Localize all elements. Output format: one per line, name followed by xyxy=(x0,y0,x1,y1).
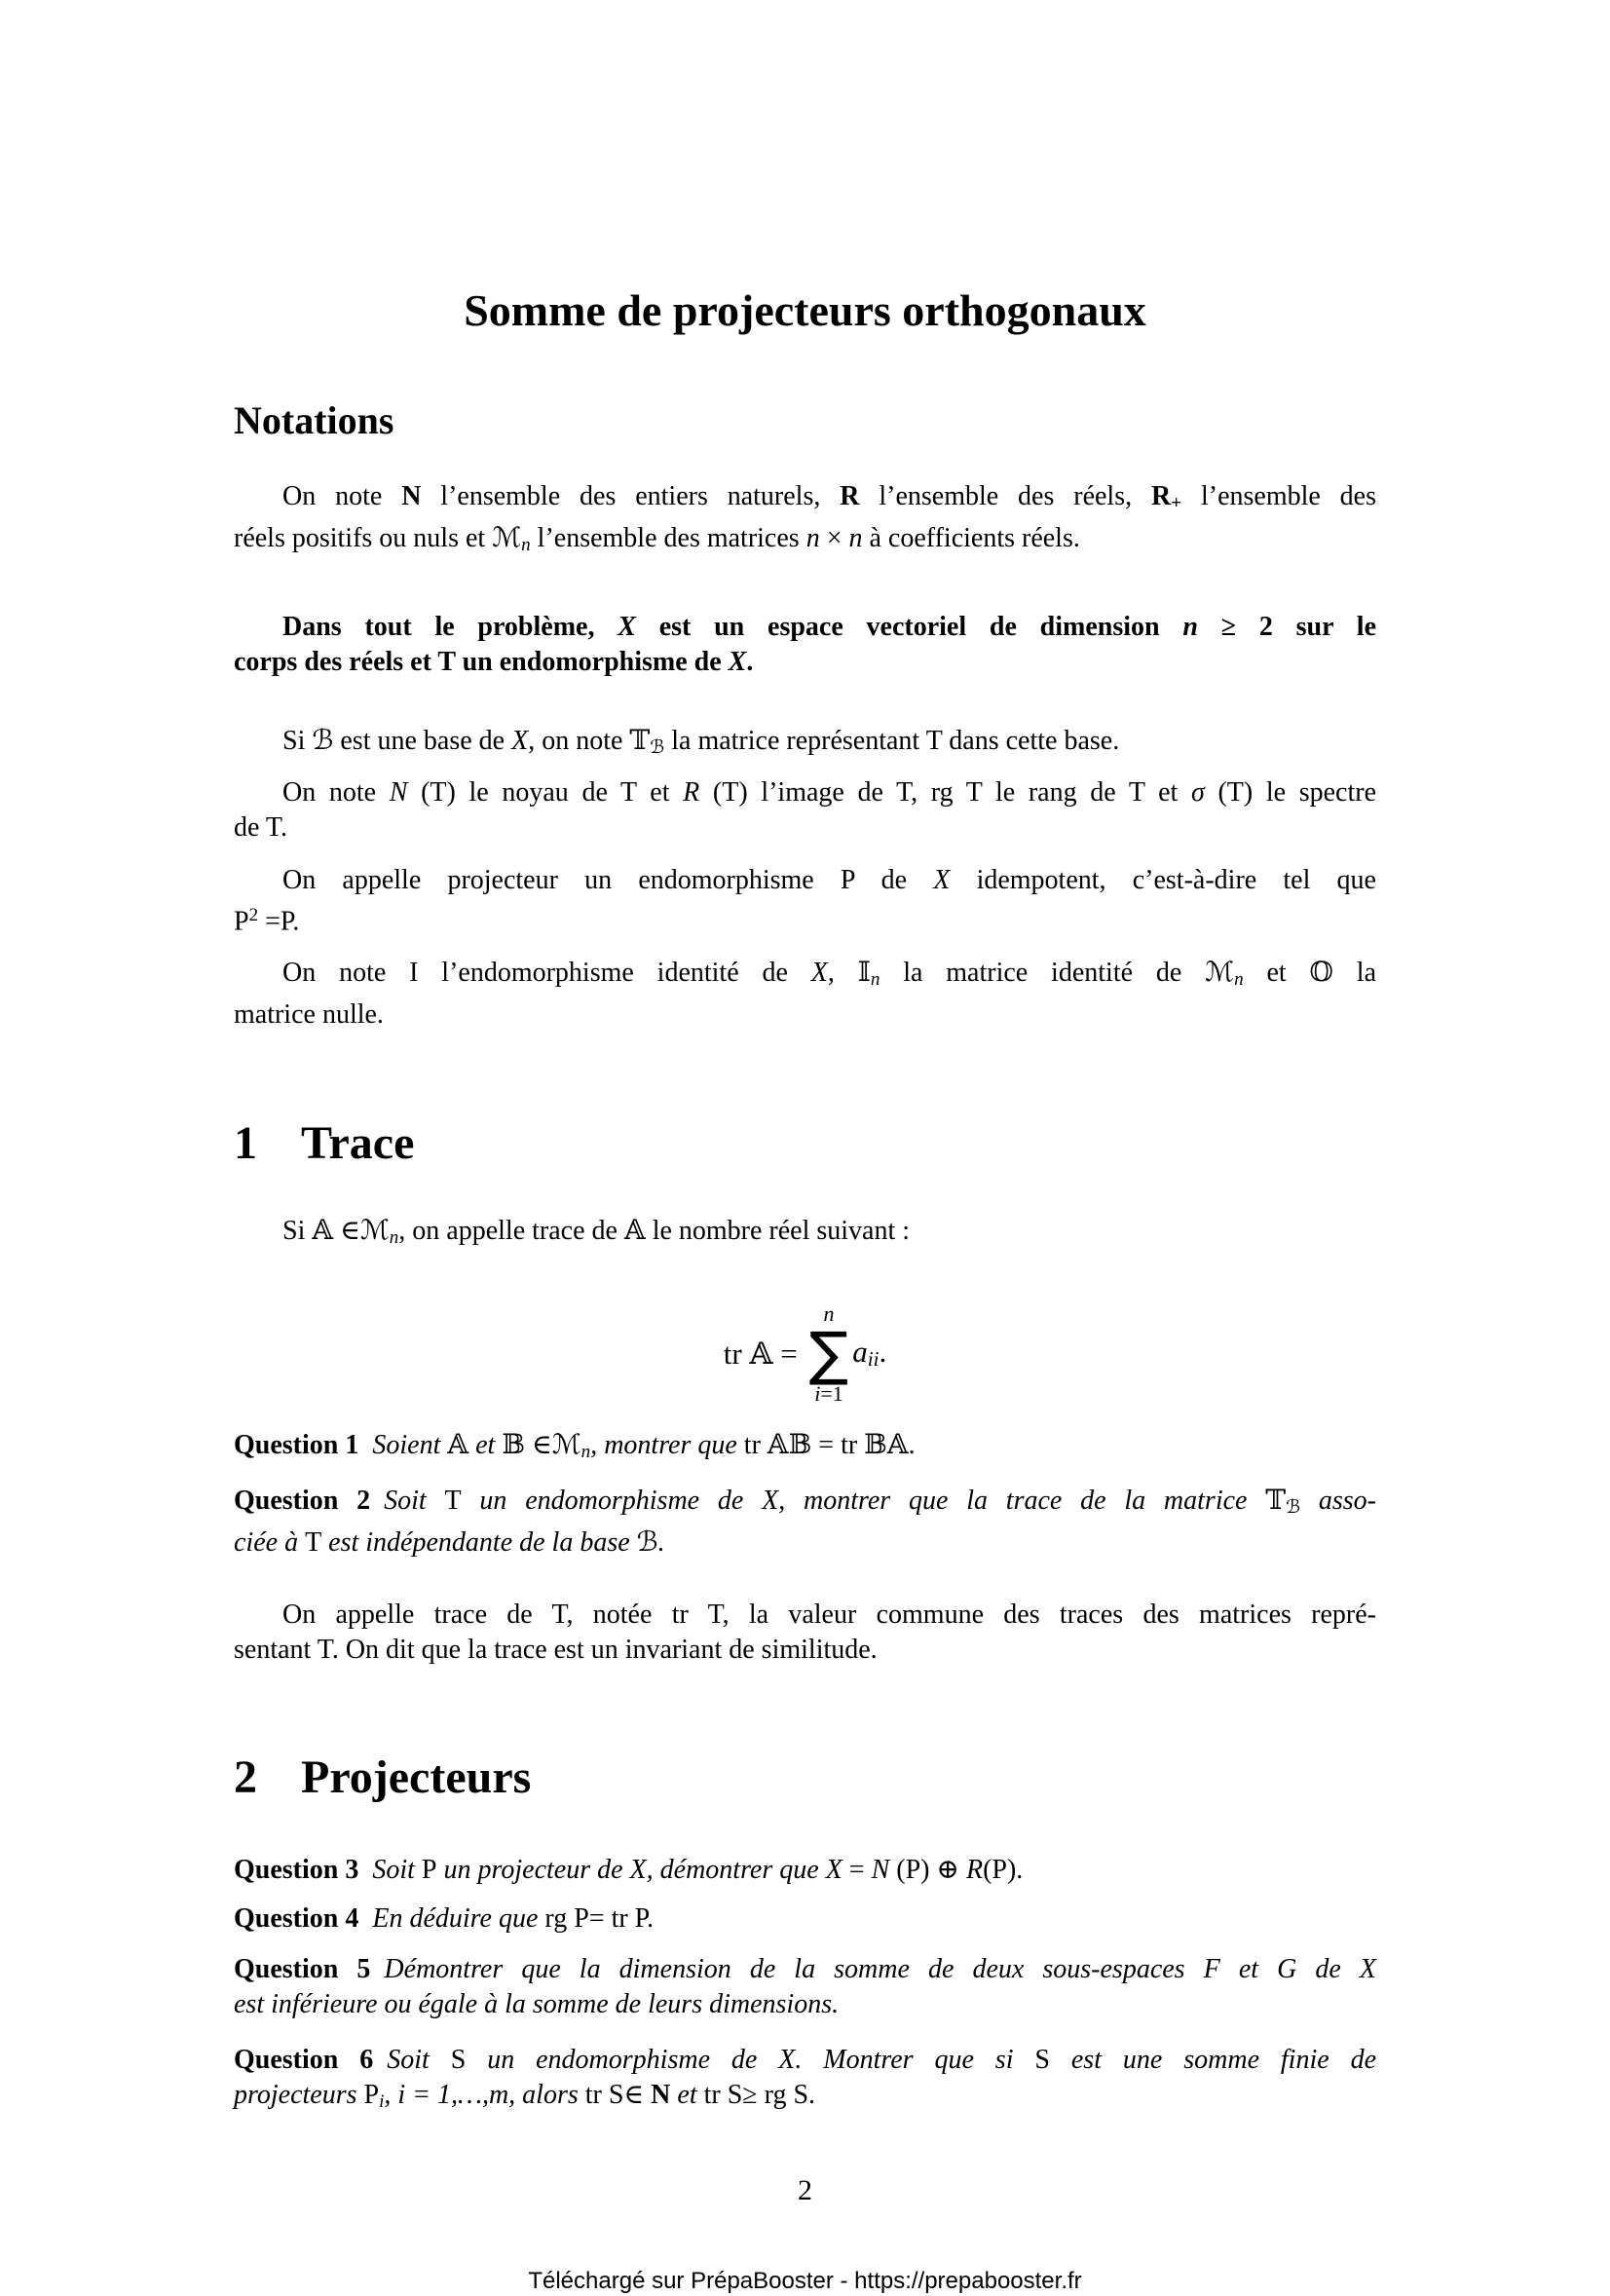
text-run: X xyxy=(825,1855,842,1886)
text-run: 𝕆 xyxy=(1309,957,1333,988)
text-run: × xyxy=(819,522,849,553)
text-run: 𝔹 xyxy=(502,1429,525,1460)
text-run: Démontrer que la dimension de la somme de deux sous-espaces xyxy=(384,1954,1204,1985)
text-run: de T. xyxy=(234,812,287,844)
text-run: la xyxy=(1332,957,1376,988)
text-run: (P) ⊕ xyxy=(889,1855,966,1886)
text-run: la matrice identité de xyxy=(880,957,1206,988)
text-run: projecteurs xyxy=(234,2080,364,2111)
text-run: idempotent, c’est-à-dire tel que xyxy=(950,865,1376,896)
text-run: R xyxy=(840,481,860,511)
text-run: On note xyxy=(282,481,402,511)
document-content xyxy=(234,285,1376,2296)
text-run: le nombre réel suivant : xyxy=(645,1215,911,1246)
paragraph-trace-invariant xyxy=(234,1598,1376,1668)
text-run: X xyxy=(778,2045,796,2076)
text-run: l’ensemble des entiers naturels, xyxy=(421,481,841,511)
section-1-number: 1 xyxy=(234,1116,257,1169)
text-run: ∈ xyxy=(333,1215,360,1246)
text-line xyxy=(234,1428,1376,1470)
text-run: ℬ xyxy=(636,1527,658,1559)
text-run: Soit xyxy=(372,1855,422,1886)
text-run: sentant T. On dit que la trace est un invariant de similitude. xyxy=(234,1635,878,1666)
summation-lower-limit xyxy=(814,1382,843,1406)
text-run: n xyxy=(1182,611,1198,642)
text-line xyxy=(234,1214,1376,1256)
paragraph-identity-notation xyxy=(234,956,1376,1033)
text-run: Question 3 xyxy=(234,1855,359,1886)
text-run: est une somme finie de xyxy=(1049,2045,1377,2076)
text-run: asso- xyxy=(1300,1486,1376,1517)
text-run: N xyxy=(651,2080,671,2111)
text-run: X xyxy=(728,646,747,677)
text-run: , démontrer que xyxy=(646,1855,826,1886)
text-run: rg P= tr P. xyxy=(544,1903,655,1935)
text-line xyxy=(234,1952,1376,1987)
text-run: n xyxy=(805,522,820,553)
text-run: (P). xyxy=(983,1855,1024,1886)
text-run: 𝔸 xyxy=(623,1215,646,1246)
section-2-number: 2 xyxy=(234,1751,257,1804)
text-run: Question 2 xyxy=(234,1486,371,1517)
text-run: l’ensemble des réels, xyxy=(859,481,1151,511)
text-run: est indépendante de la base xyxy=(321,1527,637,1559)
text-run: S xyxy=(1034,2045,1050,2076)
text-line xyxy=(234,898,1376,940)
text-run: , xyxy=(827,957,858,988)
text-run: On appelle projecteur un endomorphisme P de xyxy=(282,865,934,896)
text-run: 𝕀 xyxy=(857,957,871,988)
text-run: 2 xyxy=(248,905,259,926)
text-run: un endomorphisme de xyxy=(466,2045,779,2076)
text-run: R xyxy=(683,777,700,809)
text-run: à coefficients réels. xyxy=(862,522,1080,553)
text-run: X xyxy=(810,957,828,988)
text-run: T xyxy=(305,1527,322,1559)
text-run: tr 𝔸 = xyxy=(723,1336,798,1371)
text-run: S xyxy=(450,2045,467,2076)
text-run: ii xyxy=(867,1347,880,1372)
text-run: Si xyxy=(282,1215,313,1246)
text-run: N xyxy=(389,777,408,809)
text-run: On note I l’endomorphisme identité de xyxy=(282,957,811,988)
sigma-symbol: ∑ xyxy=(808,1319,849,1388)
text-run: , on appelle trace de xyxy=(398,1215,624,1246)
text-line xyxy=(234,863,1376,898)
text-run: et xyxy=(1243,957,1310,988)
text-run: ciée à xyxy=(234,1527,306,1559)
text-run: ℳ xyxy=(359,1215,390,1246)
text-run: N xyxy=(401,481,422,511)
text-run: R xyxy=(1151,481,1172,511)
trace-formula xyxy=(234,1302,1376,1406)
text-line xyxy=(234,479,1376,521)
text-line xyxy=(234,1987,1376,2022)
text-run: 𝔸 xyxy=(312,1215,334,1246)
text-run: (T) l’image de T, rg T le rang de T et xyxy=(699,777,1191,809)
text-run: . xyxy=(657,1527,665,1559)
paragraph-projector-definition xyxy=(234,863,1376,940)
text-line xyxy=(234,610,1376,645)
text-run: . xyxy=(746,646,754,677)
text-run: ℬ xyxy=(1286,1497,1301,1519)
text-run: T xyxy=(444,1486,462,1517)
text-run: σ xyxy=(1190,777,1205,809)
text-run: un projecteur de xyxy=(436,1855,630,1886)
text-run: P xyxy=(421,1855,437,1886)
text-run: tr 𝔸𝔹 = tr 𝔹𝔸. xyxy=(743,1429,916,1460)
paragraph-kernel-image xyxy=(234,775,1376,846)
text-run: Question 1 xyxy=(234,1429,359,1460)
text-run: F xyxy=(1203,1954,1220,1985)
text-run: + xyxy=(1171,492,1182,513)
text-run: . Montrer que si xyxy=(795,2045,1035,2076)
text-run: P xyxy=(234,906,249,937)
text-line xyxy=(234,1598,1376,1633)
question-2 xyxy=(234,1484,1376,1561)
text-run: P xyxy=(363,2080,380,2111)
text-run: Soit xyxy=(387,2045,451,2076)
question-3 xyxy=(234,1853,1376,1888)
text-run: On appelle trace de T, notée tr T, la valeur commune des traces des matrices repré- xyxy=(282,1600,1376,1631)
text-run: N xyxy=(871,1855,890,1886)
text-run: a xyxy=(852,1335,868,1370)
section-2-title: Projecteurs xyxy=(301,1751,532,1804)
text-run: X xyxy=(629,1855,647,1886)
text-run: . xyxy=(879,1335,887,1370)
text-line xyxy=(234,2043,1376,2078)
text-run: Soient xyxy=(372,1429,448,1460)
question-6 xyxy=(234,2043,1376,2120)
text-run: =1 xyxy=(820,1380,843,1406)
text-run: X xyxy=(1359,1954,1376,1985)
paragraph-notations-sets xyxy=(234,479,1376,563)
text-run: n xyxy=(521,534,531,555)
text-run: , on note xyxy=(528,725,630,756)
question-4 xyxy=(234,1901,1376,1937)
text-run: ℳ xyxy=(492,522,522,553)
text-run: En déduire que xyxy=(372,1903,545,1935)
text-run: = xyxy=(842,1855,872,1886)
text-run: n xyxy=(580,1441,591,1462)
text-run: ℳ xyxy=(1205,957,1235,988)
footer-text: Téléchargé sur PrépaBooster - https://prepabooster.fr xyxy=(528,2267,1082,2294)
text-run: (T) le noyau de T et xyxy=(407,777,684,809)
text-run: X xyxy=(618,611,636,642)
text-line xyxy=(234,810,1376,846)
text-line xyxy=(234,724,1376,766)
section-2-heading xyxy=(234,1750,1376,1805)
text-run: ℬ xyxy=(312,725,334,756)
text-run: ∈ xyxy=(524,1429,552,1460)
text-run: 𝔸 xyxy=(447,1429,469,1460)
text-run: l’ensemble des xyxy=(1181,481,1377,511)
text-run: réels positifs ou nuls et xyxy=(234,522,493,553)
formula-lhs xyxy=(724,1336,798,1372)
text-run: i xyxy=(379,2090,385,2112)
text-line xyxy=(234,775,1376,810)
text-run: =P. xyxy=(258,906,300,937)
notations-heading: Notations xyxy=(234,398,394,442)
text-run: n xyxy=(870,968,880,990)
text-line xyxy=(234,1525,1376,1561)
text-run: X xyxy=(762,1486,779,1517)
question-5 xyxy=(234,1952,1376,2022)
text-run: matrice nulle. xyxy=(234,998,384,1030)
text-run: , montrer que la trace de la matrice xyxy=(778,1486,1266,1517)
text-line xyxy=(234,997,1376,1033)
page-number: 2 xyxy=(798,2173,812,2206)
text-run: de xyxy=(1296,1954,1360,1985)
text-run: corps des réels et T un endomorphisme de xyxy=(234,646,729,677)
text-run: Question 5 xyxy=(234,1954,371,1985)
text-run: , montrer que xyxy=(590,1429,744,1460)
text-run: n xyxy=(389,1226,399,1248)
text-run: n xyxy=(848,522,863,553)
text-run: ≥ 2 sur le xyxy=(1197,611,1376,642)
summation xyxy=(809,1302,848,1406)
text-run: est une base de xyxy=(333,725,512,756)
text-run: Dans tout le problème, xyxy=(282,611,618,642)
question-1 xyxy=(234,1428,1376,1470)
text-run: n xyxy=(823,1300,835,1326)
document-title: Somme de projecteurs orthogonaux xyxy=(464,285,1146,335)
text-line xyxy=(234,956,1376,997)
text-run: Soit xyxy=(384,1486,445,1517)
text-run: et xyxy=(670,2080,704,2111)
text-run: ℬ xyxy=(650,736,665,758)
paragraph-problem-statement xyxy=(234,610,1376,680)
paragraph-trace-intro xyxy=(234,1214,1376,1256)
text-run: tr S∈ xyxy=(584,2080,652,2111)
text-run: est inférieure ou égale à la somme de leurs dimensions. xyxy=(234,1989,840,2020)
text-line xyxy=(234,2078,1376,2120)
text-run: n xyxy=(1234,968,1244,990)
text-run: et xyxy=(1219,1954,1278,1985)
text-run: 𝕋 xyxy=(629,725,651,756)
text-line xyxy=(234,521,1376,563)
text-run: , i = 1,…,m, alors xyxy=(384,2080,585,2111)
text-run: tr S≥ rg S. xyxy=(703,2080,816,2111)
section-1-heading xyxy=(234,1116,1376,1171)
text-run: i xyxy=(814,1380,821,1406)
text-run: X xyxy=(511,725,529,756)
section-1-title: Trace xyxy=(301,1116,415,1169)
text-run: Si xyxy=(282,725,313,756)
formula-rhs xyxy=(852,1335,886,1372)
paragraph-base-notation xyxy=(234,724,1376,766)
text-run: et xyxy=(468,1429,503,1460)
text-run: Question 6 xyxy=(234,2045,374,2076)
text-run: X xyxy=(933,865,951,896)
text-run: un endomorphisme de xyxy=(461,1486,763,1517)
text-run: la matrice représentant T dans cette base. xyxy=(664,725,1120,756)
text-line xyxy=(234,1633,1376,1668)
text-run: R xyxy=(965,1855,984,1886)
text-run: ℳ xyxy=(551,1429,581,1460)
text-run: On note xyxy=(282,777,390,809)
text-run: G xyxy=(1277,1954,1297,1985)
text-run: l’ensemble des matrices xyxy=(530,522,806,553)
text-line xyxy=(234,1853,1376,1888)
text-run: 𝕋 xyxy=(1265,1486,1287,1517)
text-line xyxy=(234,1901,1376,1937)
text-run: est un espace vectoriel de dimension xyxy=(635,611,1183,642)
text-run: (T) le spectre xyxy=(1204,777,1376,809)
text-line xyxy=(234,1484,1376,1525)
text-line xyxy=(234,645,1376,680)
text-run: Question 4 xyxy=(234,1903,359,1935)
